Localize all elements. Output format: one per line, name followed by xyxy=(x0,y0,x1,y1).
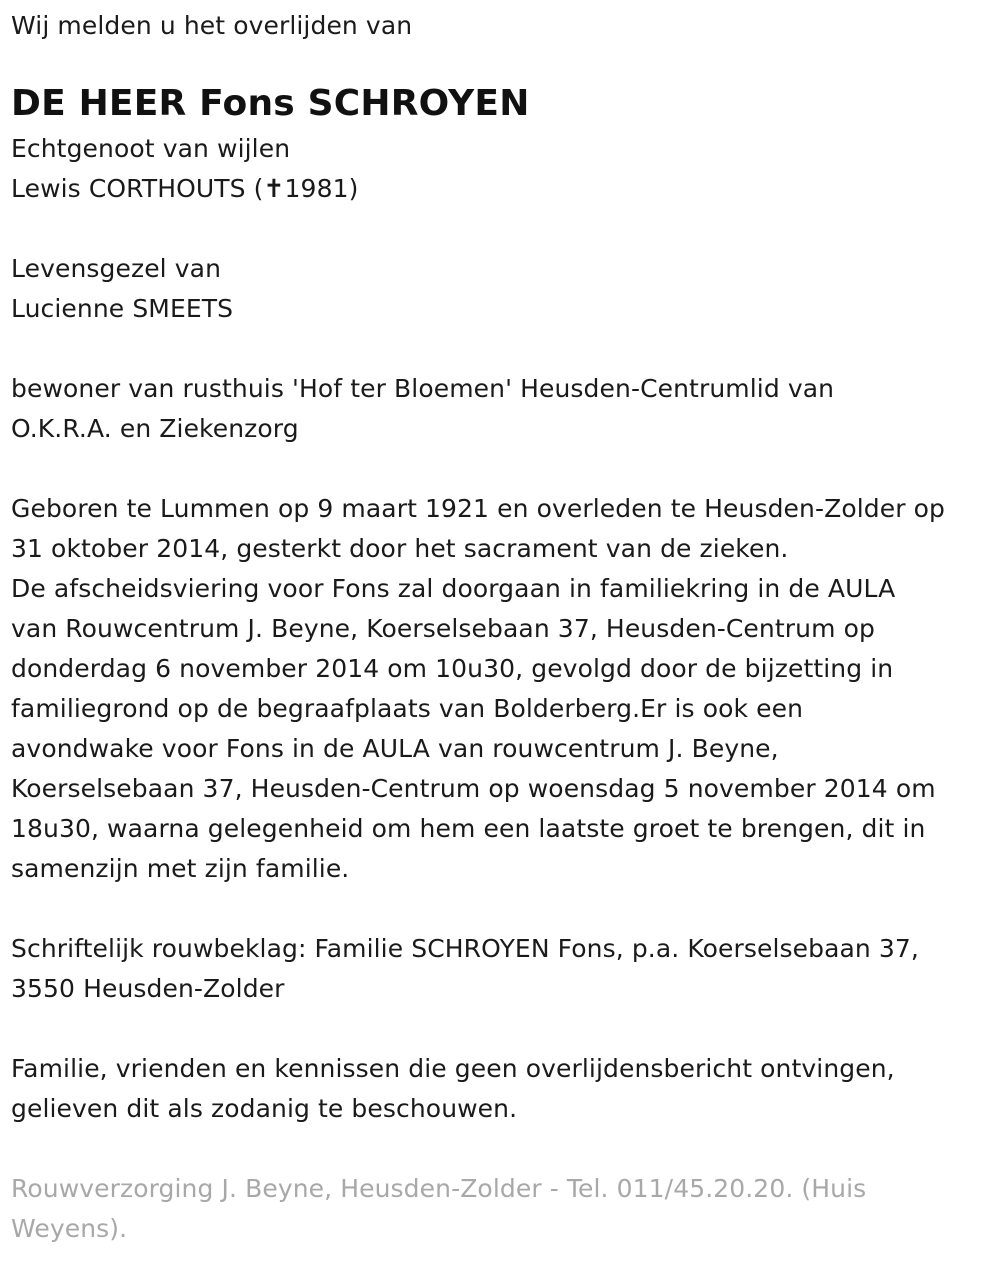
closing-line-2: gelieven dit als zodanig te beschouwen. xyxy=(11,1094,518,1123)
closing-section xyxy=(11,1049,996,1129)
spouse-section xyxy=(11,129,996,209)
details-line: Geboren te Lummen op 9 maart 1921 en overleden te Heusden-Zolder op xyxy=(11,494,946,523)
condolences-section xyxy=(11,929,996,1009)
spacer xyxy=(11,1009,996,1049)
details-line: 18u30, waarna gelegenheid om hem een laatste groet te brengen, dit in xyxy=(11,814,926,843)
funeral-home-line-1: Rouwverzorging J. Beyne, Heusden-Zolder - Tel. 011/45.20.20. (Huis xyxy=(11,1174,867,1203)
spacer xyxy=(11,889,996,929)
details-line: van Rouwcentrum J. Beyne, Koerselsebaan 37, Heusden-Centrum op xyxy=(11,614,875,643)
residence-line-1: bewoner van rusthuis 'Hof ter Bloemen' Heusden-Centrumlid van xyxy=(11,374,835,403)
details-line: avondwake voor Fons in de AULA van rouwcentrum J. Beyne, xyxy=(11,734,779,763)
deceased-name: DE HEER Fons SCHROYEN xyxy=(11,83,530,124)
partner-line-1: Levensgezel van xyxy=(11,254,222,283)
spacer xyxy=(11,329,996,369)
spacer xyxy=(11,209,996,249)
condolences-line-1: Schriftelijk rouwbeklag: Familie SCHROYEN Fons, p.a. Koerselsebaan 37, xyxy=(11,934,919,963)
partner-line-2: Lucienne SMEETS xyxy=(11,294,234,323)
details-line: donderdag 6 november 2014 om 10u30, gevolgd door de bijzetting in xyxy=(11,654,894,683)
details-line: Koerselsebaan 37, Heusden-Centrum op woensdag 5 november 2014 om xyxy=(11,774,936,803)
spouse-line-2: Lewis CORTHOUTS (✝1981) xyxy=(11,174,359,203)
spouse-line-1: Echtgenoot van wijlen xyxy=(11,134,291,163)
details-line: samenzijn met zijn familie. xyxy=(11,854,350,883)
intro-text: Wij melden u het overlijden van xyxy=(11,11,413,40)
spacer xyxy=(11,1129,996,1169)
funeral-home-footer xyxy=(11,1169,996,1249)
residence-line-2: O.K.R.A. en Ziekenzorg xyxy=(11,414,299,443)
closing-line-1: Familie, vrienden en kennissen die geen overlijdensbericht ontvingen, xyxy=(11,1054,895,1083)
residence-section xyxy=(11,369,996,449)
partner-section xyxy=(11,249,996,329)
death-notice xyxy=(11,0,996,1249)
condolences-line-2: 3550 Heusden-Zolder xyxy=(11,974,285,1003)
details-line: 31 oktober 2014, gesterkt door het sacrament van de zieken. xyxy=(11,534,789,563)
details-section xyxy=(11,489,996,889)
spacer xyxy=(11,449,996,489)
funeral-home-line-2: Weyens). xyxy=(11,1214,128,1243)
details-line: familiegrond op de begraafplaats van Bolderberg.Er is ook een xyxy=(11,694,804,723)
details-line: De afscheidsviering voor Fons zal doorgaan in familiekring in de AULA xyxy=(11,574,896,603)
